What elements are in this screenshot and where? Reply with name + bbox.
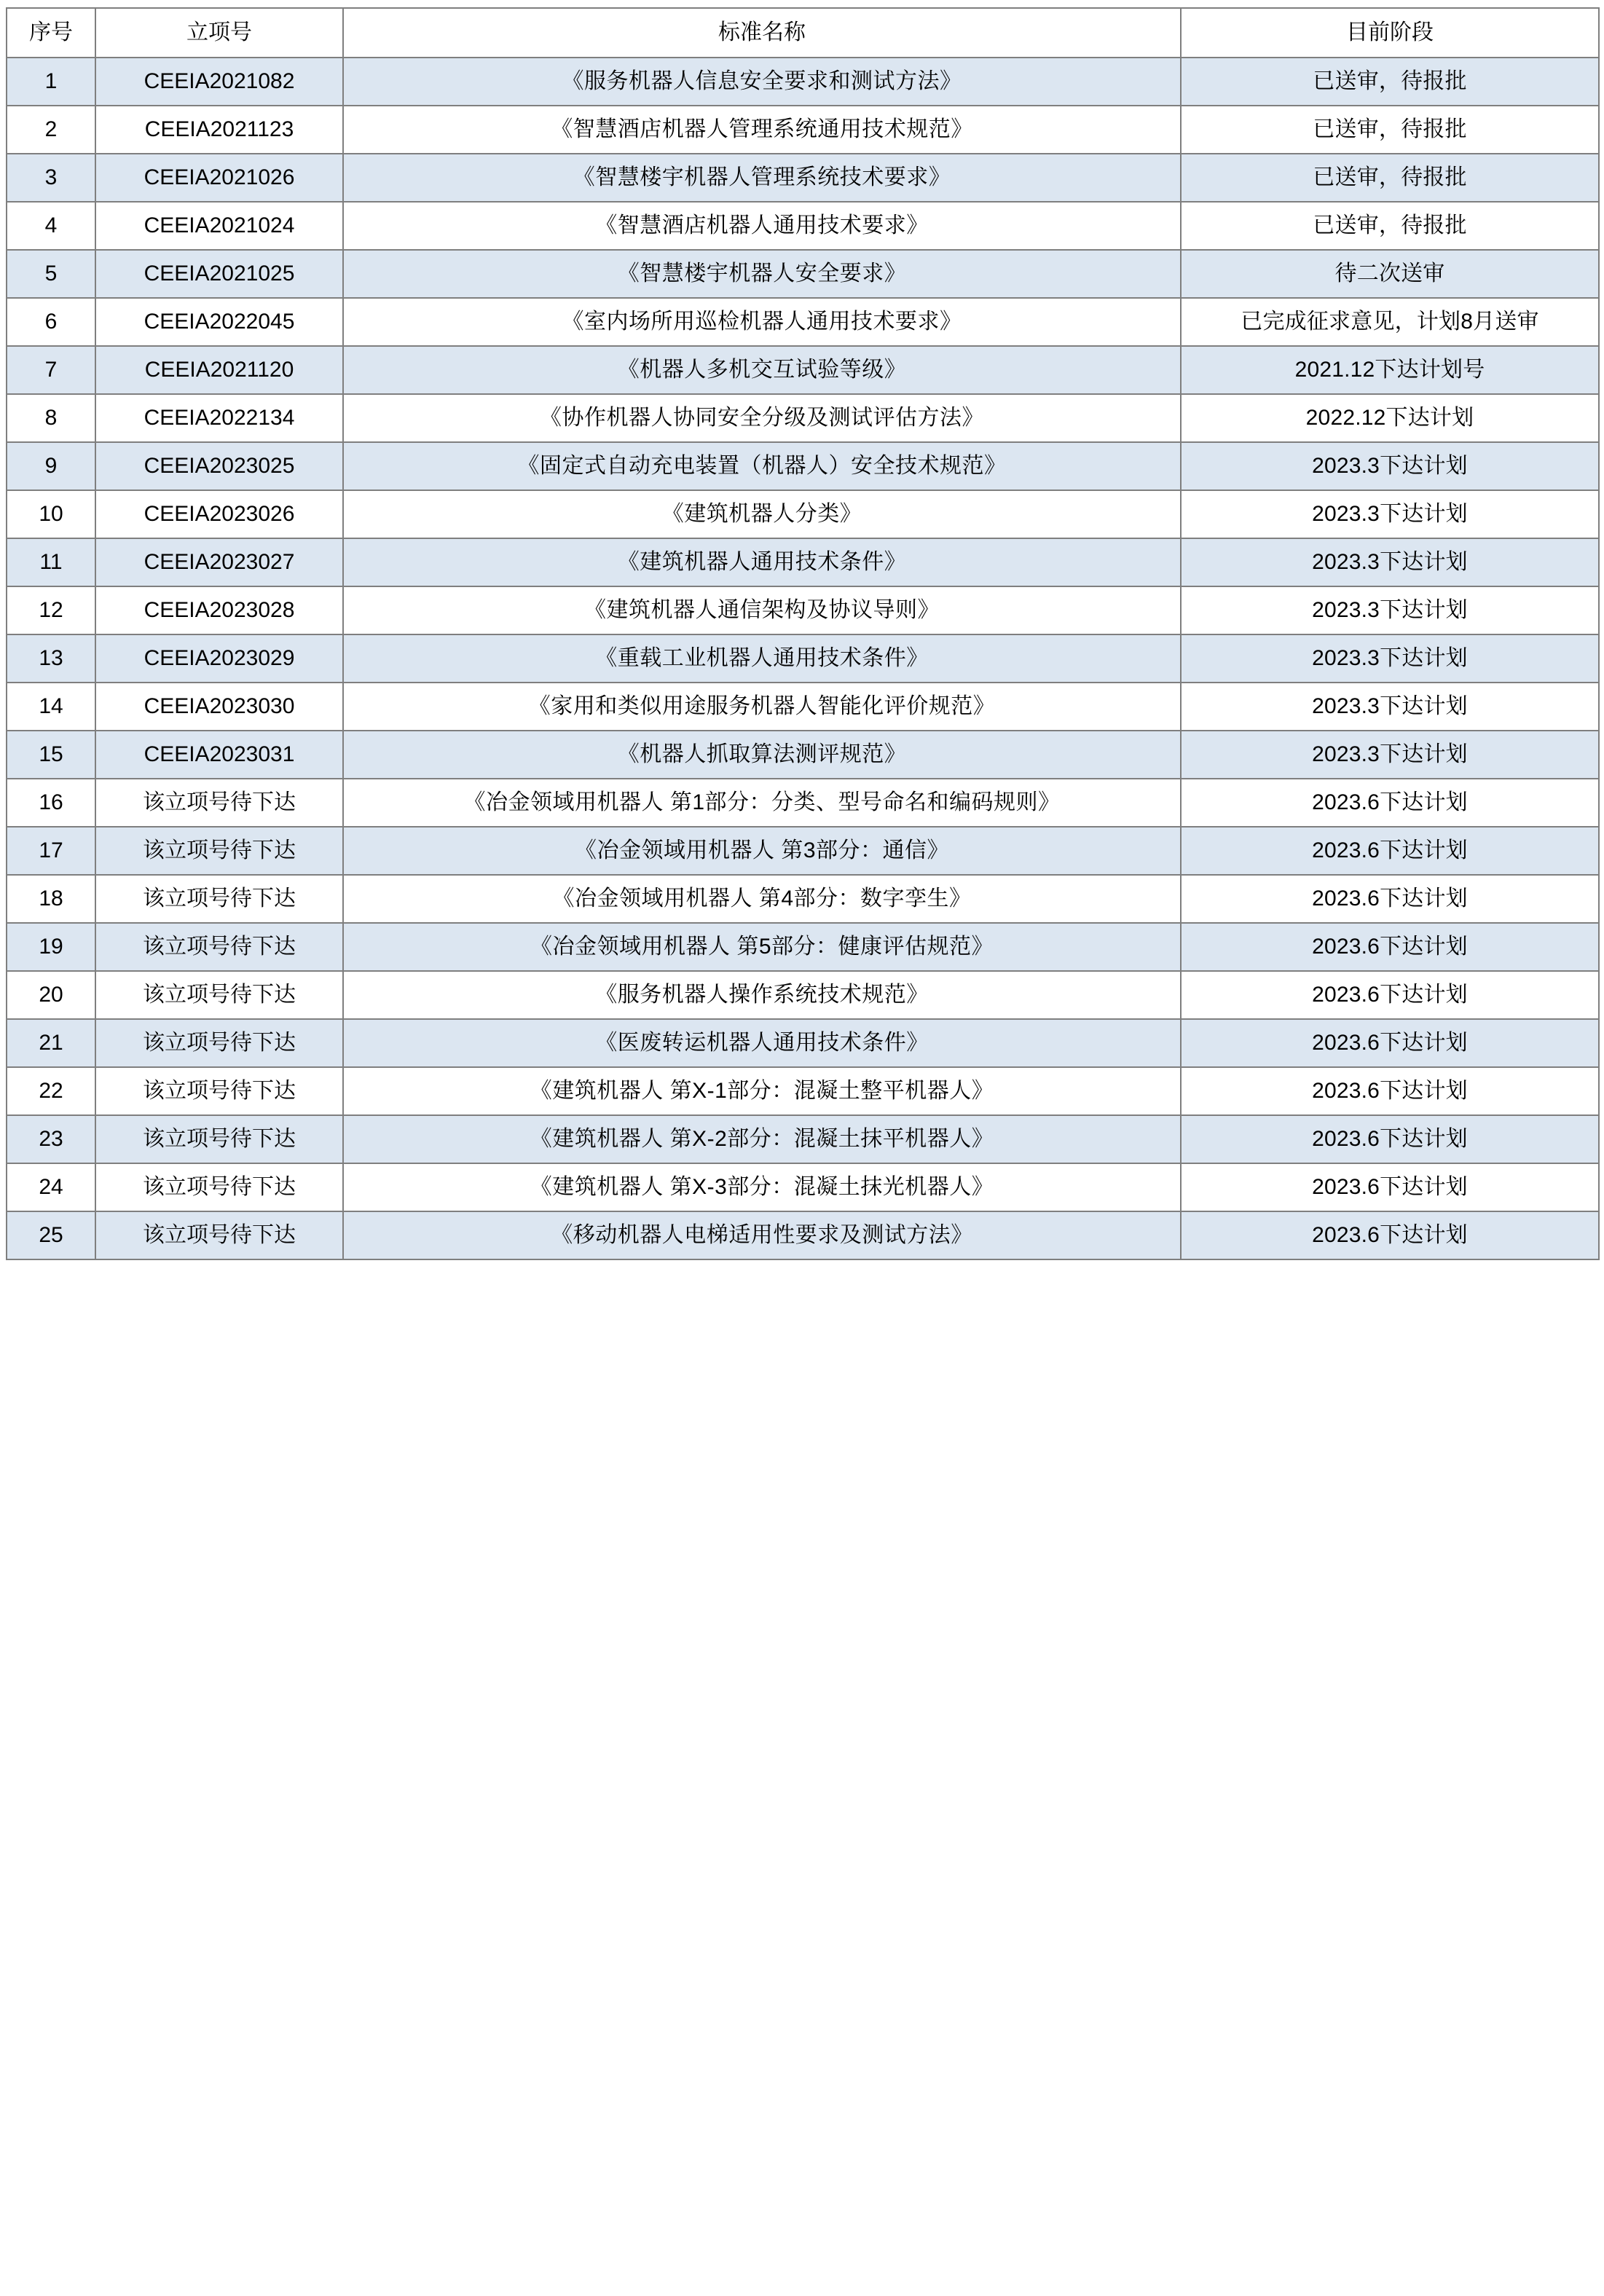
table-body [7,58,1599,1259]
table-row [7,490,1599,538]
cell-name: 《智慧酒店机器人管理系统通用技术规范》 [343,106,1181,154]
cell-stage: 已送审，待报批 [1181,58,1599,106]
cell-name: 《机器人抓取算法测评规范》 [343,731,1181,779]
cell-code: CEEIA2023028 [95,586,343,634]
cell-stage: 2023.6下达计划 [1181,1211,1599,1259]
table-row [7,1211,1599,1259]
cell-seq: 2 [7,106,95,154]
cell-code: 该立项号待下达 [95,875,343,923]
cell-code: 该立项号待下达 [95,1115,343,1163]
cell-stage: 2023.3下达计划 [1181,634,1599,683]
cell-stage: 2023.6下达计划 [1181,923,1599,971]
table-row [7,827,1599,875]
table-row [7,634,1599,683]
cell-stage: 2023.6下达计划 [1181,1019,1599,1067]
cell-code: CEEIA2023030 [95,683,343,731]
cell-seq: 19 [7,923,95,971]
cell-name: 《建筑机器人通用技术条件》 [343,538,1181,586]
cell-name: 《建筑机器人 第X-2部分：混凝土抹平机器人》 [343,1115,1181,1163]
cell-code: 该立项号待下达 [95,1211,343,1259]
cell-name: 《移动机器人电梯适用性要求及测试方法》 [343,1211,1181,1259]
cell-name: 《建筑机器人 第X-3部分：混凝土抹光机器人》 [343,1163,1181,1211]
cell-seq: 7 [7,346,95,394]
cell-seq: 16 [7,779,95,827]
cell-seq: 6 [7,298,95,346]
cell-seq: 17 [7,827,95,875]
cell-code: CEEIA2021026 [95,154,343,202]
table-row [7,1163,1599,1211]
cell-seq: 5 [7,250,95,298]
cell-stage: 已完成征求意见，计划8月送审 [1181,298,1599,346]
cell-seq: 21 [7,1019,95,1067]
table-row [7,346,1599,394]
cell-stage: 2021.12下达计划号 [1181,346,1599,394]
cell-stage: 2023.6下达计划 [1181,827,1599,875]
cell-seq: 24 [7,1163,95,1211]
cell-name: 《冶金领域用机器人 第1部分：分类、型号命名和编码规则》 [343,779,1181,827]
cell-stage: 已送审，待报批 [1181,154,1599,202]
cell-seq: 4 [7,202,95,250]
cell-code: 该立项号待下达 [95,1163,343,1211]
cell-code: CEEIA2023031 [95,731,343,779]
table-row [7,1019,1599,1067]
cell-name: 《冶金领域用机器人 第3部分：通信》 [343,827,1181,875]
cell-stage: 2022.12下达计划 [1181,394,1599,442]
cell-stage: 2023.6下达计划 [1181,779,1599,827]
cell-code: CEEIA2022134 [95,394,343,442]
cell-stage: 2023.3下达计划 [1181,731,1599,779]
cell-seq: 20 [7,971,95,1019]
cell-stage: 2023.3下达计划 [1181,490,1599,538]
column-header-name: 标准名称 [343,8,1181,58]
cell-code: CEEIA2021123 [95,106,343,154]
column-header-seq: 序号 [7,8,95,58]
cell-code: 该立项号待下达 [95,923,343,971]
table-row [7,875,1599,923]
cell-name: 《协作机器人协同安全分级及测试评估方法》 [343,394,1181,442]
cell-name: 《重载工业机器人通用技术条件》 [343,634,1181,683]
cell-name: 《室内场所用巡检机器人通用技术要求》 [343,298,1181,346]
cell-name: 《医废转运机器人通用技术条件》 [343,1019,1181,1067]
cell-code: CEEIA2023025 [95,442,343,490]
cell-code: 该立项号待下达 [95,971,343,1019]
cell-name: 《建筑机器人分类》 [343,490,1181,538]
cell-name: 《家用和类似用途服务机器人智能化评价规范》 [343,683,1181,731]
table-row [7,154,1599,202]
cell-seq: 12 [7,586,95,634]
table-row [7,58,1599,106]
table-row [7,779,1599,827]
cell-name: 《智慧楼宇机器人管理系统技术要求》 [343,154,1181,202]
cell-code: 该立项号待下达 [95,827,343,875]
table-row [7,971,1599,1019]
cell-code: CEEIA2021024 [95,202,343,250]
cell-stage: 2023.6下达计划 [1181,971,1599,1019]
cell-stage: 2023.3下达计划 [1181,586,1599,634]
table-row [7,731,1599,779]
table-row [7,1115,1599,1163]
cell-seq: 15 [7,731,95,779]
cell-stage: 2023.3下达计划 [1181,683,1599,731]
table-row [7,202,1599,250]
cell-seq: 13 [7,634,95,683]
cell-stage: 2023.6下达计划 [1181,875,1599,923]
cell-seq: 18 [7,875,95,923]
table-header [7,8,1599,58]
cell-seq: 1 [7,58,95,106]
column-header-code: 立项号 [95,8,343,58]
cell-seq: 9 [7,442,95,490]
cell-name: 《服务机器人信息安全要求和测试方法》 [343,58,1181,106]
cell-seq: 25 [7,1211,95,1259]
table-row [7,586,1599,634]
cell-stage: 2023.3下达计划 [1181,442,1599,490]
table-row [7,1067,1599,1115]
cell-code: CEEIA2021025 [95,250,343,298]
cell-seq: 22 [7,1067,95,1115]
table-row [7,683,1599,731]
cell-code: 该立项号待下达 [95,1067,343,1115]
table-row [7,298,1599,346]
table-row [7,538,1599,586]
cell-code: CEEIA2021082 [95,58,343,106]
cell-name: 《建筑机器人 第X-1部分：混凝土整平机器人》 [343,1067,1181,1115]
cell-stage: 已送审，待报批 [1181,202,1599,250]
cell-stage: 2023.6下达计划 [1181,1115,1599,1163]
cell-stage: 已送审，待报批 [1181,106,1599,154]
table-header-row [7,8,1599,58]
cell-name: 《冶金领域用机器人 第4部分：数字孪生》 [343,875,1181,923]
cell-code: CEEIA2023026 [95,490,343,538]
cell-name: 《服务机器人操作系统技术规范》 [343,971,1181,1019]
table-row [7,923,1599,971]
cell-code: CEEIA2022045 [95,298,343,346]
cell-code: CEEIA2023029 [95,634,343,683]
cell-name: 《固定式自动充电装置（机器人）安全技术规范》 [343,442,1181,490]
cell-seq: 8 [7,394,95,442]
column-header-stage: 目前阶段 [1181,8,1599,58]
cell-stage: 2023.6下达计划 [1181,1163,1599,1211]
cell-name: 《冶金领域用机器人 第5部分：健康评估规范》 [343,923,1181,971]
cell-seq: 11 [7,538,95,586]
cell-seq: 10 [7,490,95,538]
cell-code: CEEIA2023027 [95,538,343,586]
table-row [7,394,1599,442]
cell-stage: 2023.3下达计划 [1181,538,1599,586]
cell-name: 《智慧酒店机器人通用技术要求》 [343,202,1181,250]
cell-code: 该立项号待下达 [95,779,343,827]
table-row [7,106,1599,154]
cell-seq: 3 [7,154,95,202]
cell-stage: 待二次送审 [1181,250,1599,298]
table-row [7,442,1599,490]
cell-code: 该立项号待下达 [95,1019,343,1067]
cell-seq: 23 [7,1115,95,1163]
cell-name: 《智慧楼宇机器人安全要求》 [343,250,1181,298]
cell-code: CEEIA2021120 [95,346,343,394]
cell-stage: 2023.6下达计划 [1181,1067,1599,1115]
cell-seq: 14 [7,683,95,731]
table-row [7,250,1599,298]
standards-table [6,7,1600,1260]
cell-name: 《机器人多机交互试验等级》 [343,346,1181,394]
cell-name: 《建筑机器人通信架构及协议导则》 [343,586,1181,634]
